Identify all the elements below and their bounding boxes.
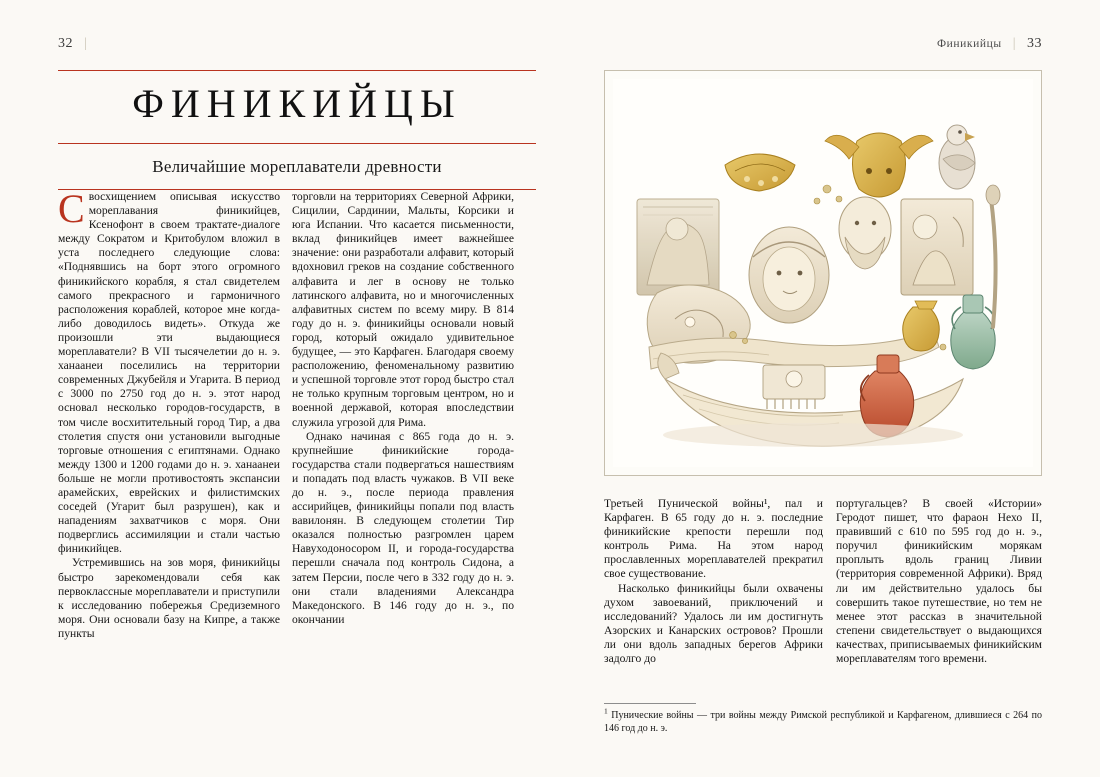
paragraph [58,186,280,556]
paragraph-text: Насколько финикийцы были охвачены духом завоеваний, приключений и исследований? Удалось ли им достигнуть Азорских и Канарских островов? Прошли ли они вдоль западных берегов Африки задолго до [604,581,823,666]
illustration-frame [604,70,1042,476]
paragraph-text: португальцев? В своей «Истории» Геродот пишет, что фараон Нехо II, правивший с 610 по 595 год до н. э., поручил финикийским морякам проплыть вдоль границ Ливии (территория современной Африки). Вряд ли им действительно удалось бы совершить такое путешествие, но тем не менее этот рассказ в значительной степени свидетельствует о выдающихся качествах, приписываемых финикийским мореплавателям того времени. [836,497,1042,666]
title-block [58,70,536,190]
paragraph-text: Третьей Пунической войны¹, пал и Карфаген. В 65 году до н. э. последние финикийские крепости перешли под контроль Рима. На этом народ прославленных мореплавателей прекратил свое существование. [604,497,823,581]
paragraph [604,582,823,667]
folio-left-divider: | [84,36,88,51]
body-column-4 [836,497,1042,666]
paragraph [292,430,514,627]
paragraph-text: торговли на территориях Северной Африки, Сицилии, Сардинии, Мальты, Корсики и юга Испании. Что касается письменности, вклад финикийцев имеет важнейшее значение: они разработали алфавит, который вдохновил греков на создание собственного алфавита и лег в основу не только латинского алфавита, но и многочисленных алфавитных систем по всему миру. В 814 году до н. э. финикийцы основали новый город, который ожидало удивительное будущее, — это Карфаген. Благодаря своему расположению, феноменальному развитию и успешной торговле этот город быстро стал не только крупным торговым центром, но и военной державой, которая впоследствии служила угрозой для Рима. [292,190,514,429]
folio-left-number: 32 [58,36,73,51]
drop-cap: С [58,186,85,231]
paragraph [292,190,514,430]
footnote-rule [604,703,696,704]
paragraph [836,497,1042,666]
paragraph-text: Устремившись на зов моря, финикийцы быстро зарекомендовали себя как первоклассные мореплаватели и приступили к исследованию побережья Средиземного моря. Они основали базу на Кипре, а также пункты [58,556,280,640]
footnote [604,703,1042,735]
running-head-chapter: Финикийцы [936,38,1002,50]
body-column-3 [604,497,823,666]
page-subtitle: Величайшие мореплаватели древности [152,157,442,176]
folio-left [58,36,94,52]
paragraph [604,497,823,582]
paragraph-text: восхищением описывая искусство мореплавания финикийцев, Ксенофонт в своем трактате-диалоге между Сократом и Критобулом вложил в уста последнего следующие слова: «Поднявшись на борт этого огромного финикийского корабля, я стал свидетелем самого прекрасного и гармоничного расположения кораблей, которое мне когда-либо доводилось видеть». Откуда же произошли эти выдающиеся мореплаватели? В VII тысячелетии до н. э. ханаанеи поселились на территории современных Джубейля и Угарита. В период с 3000 по 2750 год до н. э. этот народ основал несколько городов-государств, в том числе восхитительный город Тир, а два столетия спустя они установили выгодные торговые отношения с египтянами. Однако между 1300 и 1200 годами до н. э. ханаанеи больше не могли противостоять экспансии арамейских, еврейских и филистимских соседей (Угарит был разрушен), как и нападениям захватчиков с моря. Они подверглись ассимиляции и стали частью финикийцев. [58,190,280,556]
folio-right-divider: | [1012,36,1016,51]
folio-right [937,36,1042,52]
phoenician-artifacts-collage [613,79,1033,467]
paragraph-text: Однако начиная с 865 года до н. э. крупнейшие финикийские города-государства стали подвергаться нашествиям и попадать под власть чужаков. В VII веке до н. э., после периода правления ассирийцев, финикийцы попали под власть вавилонян. В следующем столетии Тир оказался полностью разгромлен царем Навуходоносором II, и города-государства перешли сначала под контроль Сидона, а затем Персии, после чего в 332 году до н. э. они стали владениями Александра Македонского. В 146 году до н. э., по окончании [292,429,514,626]
page-title: ФИНИКИЙЦЫ [132,81,462,126]
body-column-1 [58,186,280,641]
folio-right-number: 33 [1027,36,1042,51]
paragraph [58,556,280,641]
footnote-marker: 1 [604,706,608,716]
body-column-2 [292,190,514,627]
footnote-text: Пунические войны — три войны между Римской республикой и Карфагеном, длившиеся с 264 по 146 год до н. э. [604,710,1042,734]
